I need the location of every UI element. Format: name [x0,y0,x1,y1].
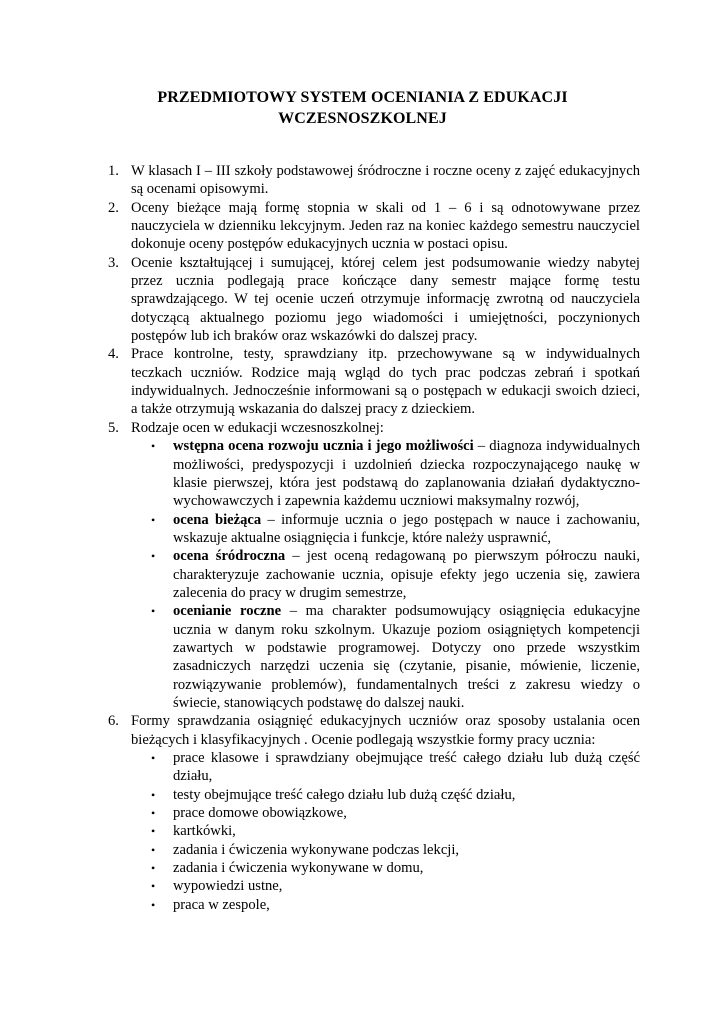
bullet-list [131,437,640,712]
bullet-item [131,877,640,895]
bullet-item [131,511,640,548]
list-item [108,712,640,914]
bullet-text: wypowiedzi ustne, [173,878,283,895]
bullet-term: wstępna ocena rozwoju ucznia i jego możliwości [173,438,474,455]
bullet-item [131,547,640,602]
bullet-text: – jest oceną redagowaną po pierwszym półroczu nauki, charakteryzuje zachowanie ucznia, opisuje efekty jego uczenia się, zawiera zalecenia do pracy w drugim semestrze, [173,548,640,601]
bullet-item [131,602,640,712]
list-item [108,199,640,254]
bullet-icon: • [151,842,156,857]
bullet-item [131,804,640,822]
bullet-list [131,749,640,914]
bullet-icon: • [151,512,156,527]
bullet-text: zadania i ćwiczenia wykonywane podczas lekcji, [173,841,460,858]
list-item [108,419,640,713]
numbered-list [108,162,640,914]
list-item-number: 5. [108,419,119,436]
bullet-icon: • [151,604,156,619]
title-line-1: PRZEDMIOTOWY SYSTEM OCENIANIA Z EDUKACJI [157,89,568,106]
list-item-text: W klasach I – III szkoły podstawowej śródroczne i roczne oceny z zajęć edukacyjnych są ocenami opisowymi. [131,163,640,198]
bullet-text: testy obejmujące treść całego działu lub dużą część działu, [173,786,516,803]
bullet-item [131,437,640,510]
list-item [108,345,640,418]
list-item [108,254,640,346]
list-item-number: 3. [108,254,119,271]
list-item-text: Formy sprawdzania osiągnięć edukacyjnych uczniów oraz sposoby ustalania ocen bieżących i klasyfikacyjnych . Ocenie podlegają wszystkie formy pracy ucznia: [131,713,640,748]
bullet-icon: • [151,806,156,821]
list-item-text: Prace kontrolne, testy, sprawdziany itp. przechowywane są w indywidualnych teczkach uczniów. Rodzice mają wgląd do tych prac podczas zebrań i spotkań indywidualnych. Jednocześnie informowani są o postępach w edukacji swoich dzieci, a także otrzymują wskazania do dalszej pracy z dzieckiem. [131,346,640,418]
list-item-number: 2. [108,199,119,216]
bullet-text: prace domowe obowiązkowe, [173,805,347,822]
document-body [108,162,640,914]
title-line-2: WCZESNOSZKOLNEJ [278,110,447,127]
bullet-icon: • [151,879,156,894]
bullet-item [131,786,640,804]
bullet-item [131,896,640,914]
bullet-icon: • [151,549,156,564]
list-item-text: Ocenie kształtującej i sumującej, której celem jest podsumowanie wiedzy nabytej przez ucznia podlegają prace kończące dany semestr mające formę testu sprawdzającego. W tej ocenie uczeń otrzymuje informację zwrotną od nauczyciela dotyczącą aktualnego poziomu jego wiadomości i umiejętności, poczynionych postępów lub ich braków oraz wskazówki do dalszej pracy. [131,254,640,345]
bullet-icon: • [151,897,156,912]
bullet-icon: • [151,439,156,454]
list-item-text: Oceny bieżące mają formę stopnia w skali od 1 – 6 i są odnotowywane przez nauczyciela w dzienniku lekcyjnym. Jeden raz na koniec każdego semestru nauczyciel dokonuje oceny postępów edukacyjnych ucznia w postaci opisu. [131,199,640,253]
bullet-text: – informuje ucznia o jego postępach w nauce i zachowaniu, wskazuje aktualne osiągnięcia i funkcje, które należy usprawnić, [173,511,640,546]
bullet-term: ocenianie roczne [173,603,282,620]
bullet-icon: • [151,787,156,802]
bullet-item [131,749,640,786]
list-item-number: 1. [108,163,119,179]
bullet-item [131,841,640,859]
bullet-icon: • [151,751,156,765]
list-item-number: 6. [108,713,119,730]
bullet-text: prace klasowe i sprawdziany obejmujące treść całego działu lub dużą część działu, [173,750,640,785]
bullet-term: ocena bieżąca [173,511,262,528]
bullet-item [131,859,640,877]
bullet-text: kartkówki, [173,823,236,840]
bullet-term: ocena śródroczna [173,548,286,565]
bullet-text: – diagnoza indywidualnych możliwości, predyspozycji i uzdolnień dziecka rozpoczynającego naukę w klasie pierwszej, która jest podstawą do zaplanowania działań dydaktyczno-wychowawczych i zapewnia każdemu uczniowi maksymalny rozwój, [173,438,640,510]
bullet-text: zadania i ćwiczenia wykonywane w domu, [173,860,424,877]
page-title [100,87,625,129]
list-item [108,162,640,199]
bullet-text: – ma charakter podsumowujący osiągnięcia edukacyjne ucznia w danym roku szkolnym. Ukazuje poziom osiągniętych kompetencji zawartych w podstawie programowej. Dotyczy ono przede wszystkim zasadniczych narzędzi uczenia się (czytanie, pisanie, mówienie, liczenie, rozwiązywanie problemów), fundamentalnych treści z zakresu wiedzy o świecie, stanowiących podstawę do dalszej nauki. [173,603,640,711]
bullet-icon: • [151,861,156,876]
bullet-icon: • [151,824,156,839]
list-item-text: Rodzaje ocen w edukacji wczesnoszkolnej: [131,419,384,436]
bullet-item [131,822,640,840]
list-item-number: 4. [108,346,119,363]
bullet-text: praca w zespole, [173,896,270,913]
